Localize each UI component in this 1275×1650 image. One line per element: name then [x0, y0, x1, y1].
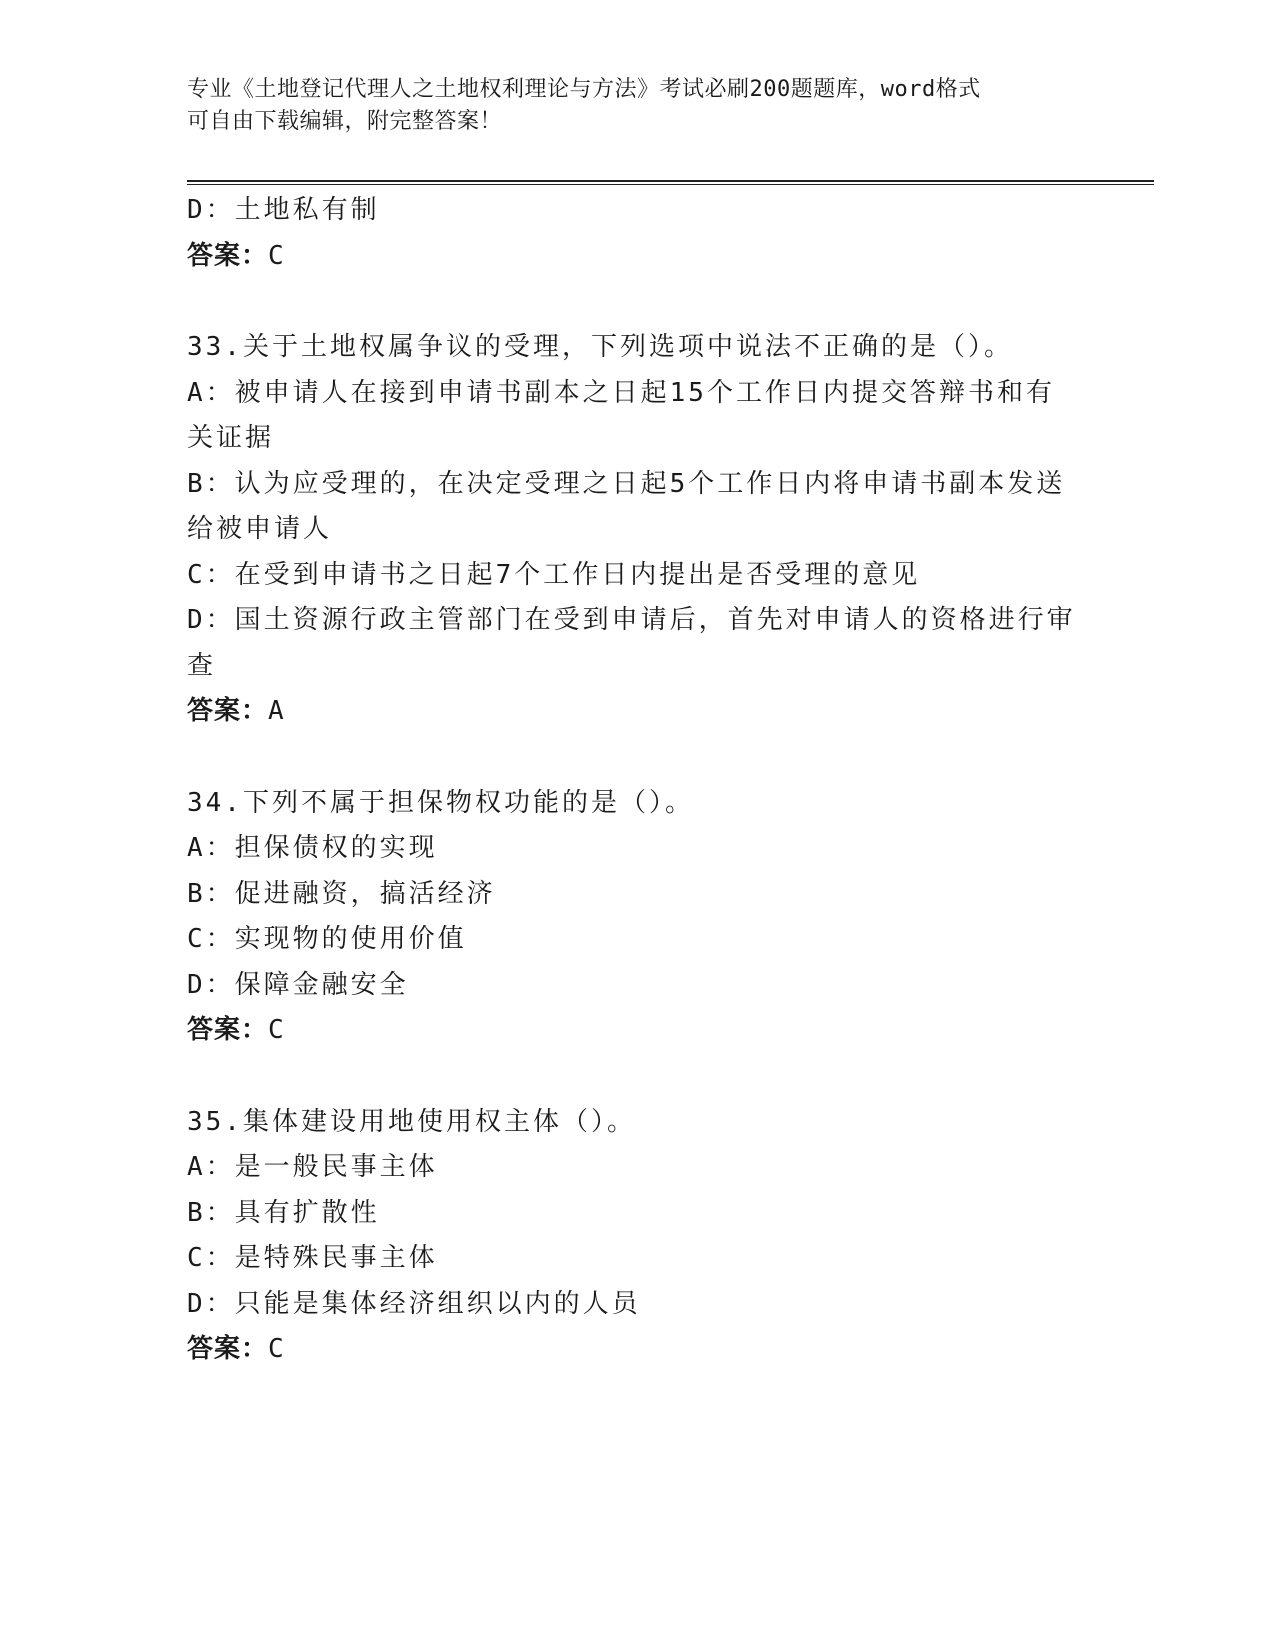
header-rule-thin	[187, 184, 1154, 185]
option-a: A：是一般民事主体	[187, 1152, 438, 1182]
question-list	[187, 188, 1087, 1373]
option-c: C：是特殊民事主体	[187, 1243, 438, 1273]
option-d: D：国土资源行政主管部门在受到申请后，首先对申请人的资格进行审	[187, 605, 1076, 635]
answer	[187, 1008, 1087, 1054]
option-a: A：被申请人在接到申请书副本之日起15个工作日内提交答辩书和有	[187, 377, 1055, 408]
answer-label: 答案：	[187, 1334, 269, 1364]
option-b: B：认为应受理的，在决定受理之日起5个工作日内将申请书副本发送	[187, 468, 1066, 499]
document-header	[187, 74, 1067, 138]
answer-label: 答案：	[187, 1015, 269, 1045]
answer	[187, 1327, 1087, 1373]
answer-value: C	[268, 1334, 287, 1364]
answer-label: 答案：	[187, 240, 269, 271]
option-c: C：在受到申请书之日起7个工作日内提出是否受理的意见	[187, 559, 921, 590]
question-stem: 33.关于土地权属争议的受理，下列选项中说法不正确的是（）。	[187, 332, 1013, 362]
header-line-1: 专业《土地登记代理人之土地权利理论与方法》考试必刷200题题库，word格式	[187, 77, 981, 102]
option-a: A：担保债权的实现	[187, 833, 438, 863]
option-b-continued: 给被申请人	[187, 514, 333, 544]
header-rule-thick	[187, 180, 1154, 182]
option-b: B：促进融资，搞活经济	[187, 878, 496, 909]
question-35	[187, 1100, 1087, 1373]
option-d: D：只能是集体经济组织以内的人员	[187, 1288, 641, 1319]
answer	[187, 234, 1087, 280]
answer-value: C	[268, 240, 287, 271]
answer-value: A	[268, 696, 287, 726]
question-33	[187, 325, 1087, 735]
answer-label: 答案：	[187, 696, 269, 726]
option-c: C：实现物的使用价值	[187, 924, 467, 954]
header-line-2: 可自由下载编辑，附完整答案！	[187, 109, 503, 134]
option-d: D：土地私有制	[187, 195, 380, 225]
option-a-continued: 关证据	[187, 423, 275, 453]
question-stem: 35.集体建设用地使用权主体（）。	[187, 1106, 636, 1137]
option-d: D：保障金融安全	[187, 969, 409, 1000]
question-stem: 34.下列不属于担保物权功能的是（）。	[187, 787, 694, 818]
option-d-continued: 查	[187, 650, 217, 681]
answer-value: C	[268, 1015, 287, 1045]
option-b: B：具有扩散性	[187, 1197, 380, 1228]
question-34	[187, 781, 1087, 1054]
answer	[187, 689, 1087, 735]
